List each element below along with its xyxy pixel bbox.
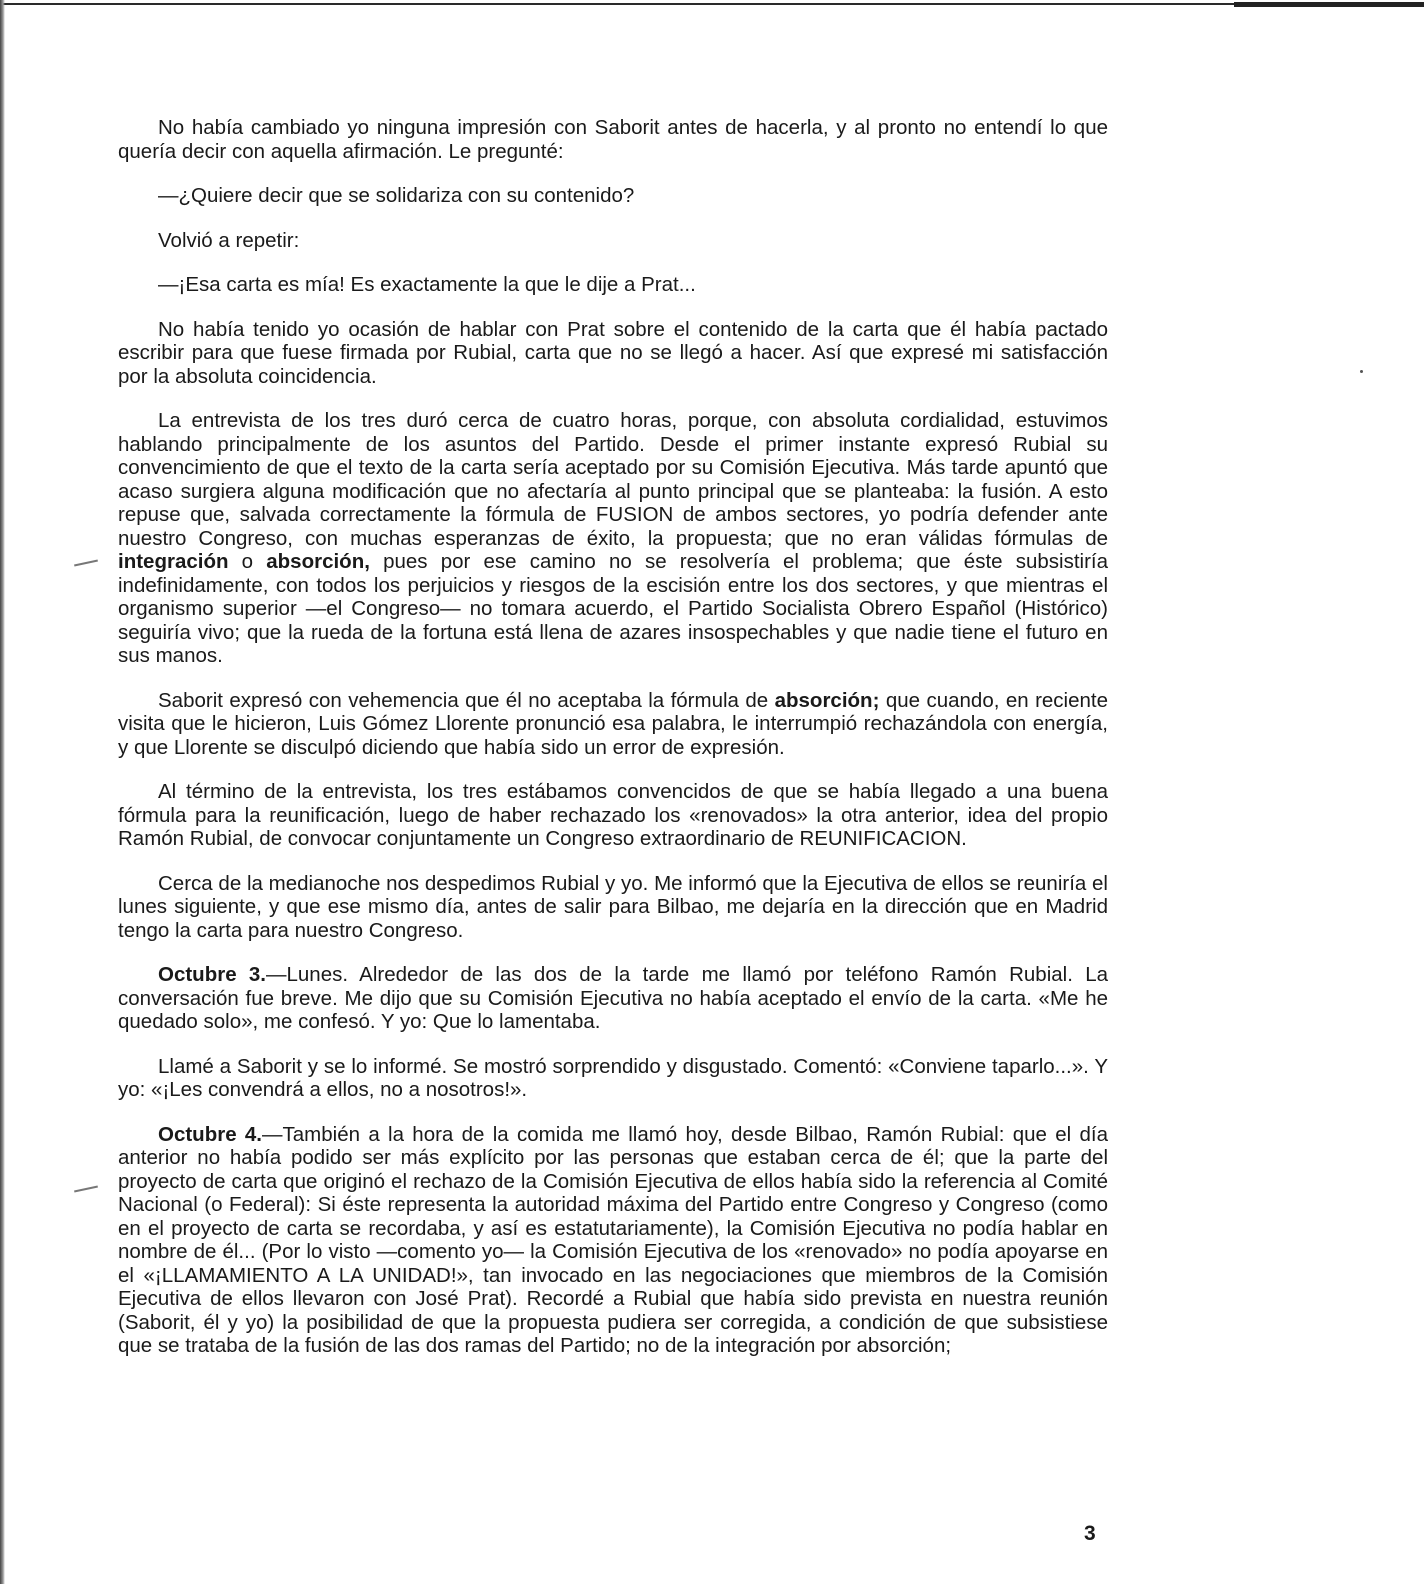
text-run: pues por ese camino no se resolvería el problema; que éste subsistiría indefinidamente, con todos los perjuicios y riesgos de la escisión entre los dos sectores, y que mientras el organismo superior —el Congreso— no tomara acuerdo, el Partido Socialista Obrero Español (Histórico) seguiría vivo; que la rueda de la fortuna está llena de azares insospechables y que nadie tiene el futuro en sus manos.	[118, 550, 1108, 667]
text-run: Cerca de la medianoche nos despedimos Rubial y yo. Me informó que la Ejecutiva de ellos se reuniría el lunes siguiente, y que ese mismo día, antes de salir para Bilbao, me dejaría en la dirección que en Madrid tengo la carta para nuestro Congreso.	[118, 871, 1108, 942]
paragraph-p1	[118, 116, 1108, 163]
text-run: —¡Esa carta es mía! Es exactamente la que le dije a Prat...	[158, 273, 696, 296]
text-run: Al término de la entrevista, los tres estábamos convencidos de que se había llegado a una buena fórmula para la reunificación, luego de haber rechazado los «renovados» la otra anterior, idea del propio Ramón Rubial, de convocar conjuntamente un Congreso extraordinario de REUNIFICACION.	[118, 780, 1108, 850]
bold-text: Octubre 4.	[158, 1122, 263, 1146]
text-run: —Lunes. Alrededor de las dos de la tarde me llamó por teléfono Ramón Rubial. La conversación fue breve. Me dijo que su Comisión Ejecutiva no había aceptado el envío de la carta. «Me he quedado solo», me confesó. Y yo: Que lo lamentaba.	[118, 963, 1108, 1033]
text-run: No había cambiado yo ninguna impresión con Saborit antes de hacerla, y al pronto no entendí lo que quería decir con aquella afirmación. Le pregunté:	[118, 116, 1108, 163]
scan-mark	[74, 1186, 98, 1193]
document-body	[118, 116, 1108, 1358]
page-number: 3	[1084, 1522, 1096, 1545]
paragraph-p2	[118, 184, 1108, 208]
text-run: —¿Quiere decir que se solidariza con su contenido?	[158, 184, 635, 207]
text-run: No había tenido yo ocasión de hablar con Prat sobre el contenido de la carta que él había pactado escribir para que fuese firmada por Rubial, carta que no se llegó a hacer. Así que expresé mi satisfacción por la absoluta coincidencia.	[118, 317, 1108, 388]
text-run: Llamé a Saborit y se lo informé. Se mostró sorprendido y disgustado. Comentó: «Conviene taparlo...». Y yo: «¡Les convendrá a ellos, no a nosotros!».	[118, 1054, 1108, 1101]
bold-text: absorción;	[774, 688, 880, 712]
paragraph-p11	[118, 1055, 1108, 1102]
bold-text: integración	[118, 550, 229, 573]
bold-text: Octubre 3.	[158, 963, 266, 986]
text-run: La entrevista de los tres duró cerca de cuatro horas, porque, con absoluta cordialidad, estuvimos hablando principalmente de los asuntos del Partido. Desde el primer instante expresó Rubial su convencimiento de que el texto de la carta sería aceptado por su Comisión Ejecutiva. Más tarde apuntó que acaso surgiera alguna modificación que no afectaría al punto principal que se planteaba: la fusión. A esto repuse que, salvada correctamente la fórmula de FUSION de ambos sectores, yo podría defender ante nuestro Congreso, con muchas esperanzas de éxito, la propuesta; que no eran válidas fórmulas de	[118, 409, 1108, 550]
paragraph-p9	[118, 872, 1108, 943]
text-run: Volvió a repetir:	[158, 228, 300, 252]
text-run: —También a la hora de la comida me llamó hoy, desde Bilbao, Ramón Rubial: que el día anterior no había podido ser más explícito por las personas que estaban cerca de él; que la parte del proyecto de carta que originó el rechazo de la Comisión Ejecutiva de ellos había sido la referencia al Comité Nacional (o Federal): Si éste representa la autoridad máxima del Partido entre Congreso y Congreso (como en el proyecto de carta se recordaba, y así es estatutariamente), la Comisión Ejecutiva no podía hablar en nombre de él... (Por lo visto —comento yo— la Comisión Ejecutiva de los «renovado» no podía apoyarse en el «¡LLAMAMIENTO A LA UNIDAD!», tan invocado en las negociaciones que miembros de la Comisión Ejecutiva de ellos llevaron con José Prat). Recordé a Rubial que había sido prevista en nuestra reunión (Saborit, él y yo) la posibilidad de que la propuesta pudiera ser corregida, a condición de que subsistiese que se trataba de la fusión de las dos ramas del Partido; no de la integración por absorción;	[118, 1122, 1109, 1357]
paragraph-p10	[118, 963, 1108, 1034]
paragraph-p3	[118, 229, 1108, 253]
top-border-smudge	[1234, 2, 1424, 7]
paragraph-p5	[118, 318, 1108, 389]
page-left-edge	[0, 0, 5, 1584]
paragraph-p12	[118, 1123, 1108, 1358]
paragraph-p6	[118, 409, 1108, 668]
scan-speck	[1360, 370, 1363, 373]
top-border-line	[0, 3, 1424, 5]
paragraph-p8	[118, 780, 1108, 851]
paragraph-p4	[118, 273, 1108, 297]
text-run: que cuando, en reciente visita que le hicieron, Luis Gómez Llorente pronunció esa palabra, le interrumpió rechazándola con energía, y que Llorente se disculpó diciendo que había sido un error de expresión.	[118, 688, 1109, 759]
scan-mark	[74, 560, 98, 567]
text-run: o	[228, 550, 267, 573]
paragraph-p7	[118, 689, 1108, 760]
bold-text: absorción,	[266, 550, 370, 573]
text-run: Saborit expresó con vehemencia que él no aceptaba la fórmula de	[158, 688, 775, 712]
